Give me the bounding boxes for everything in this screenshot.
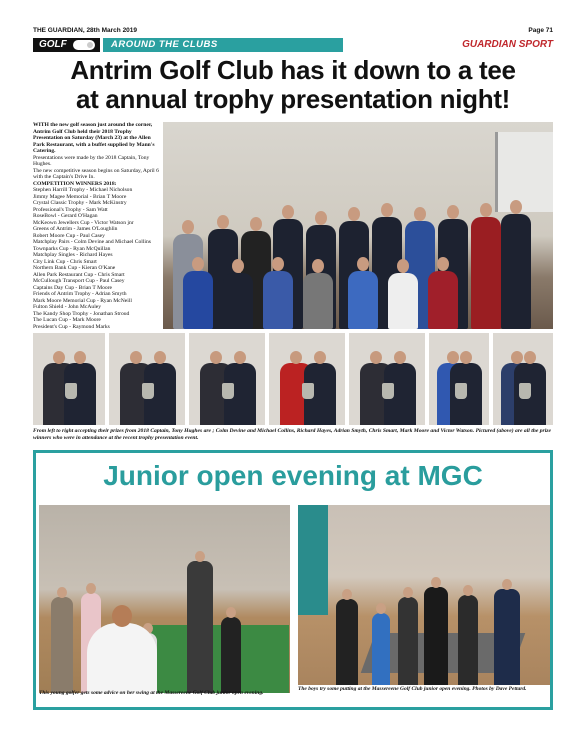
- winner-entry: Robert Moore Cup - Paul Casey: [33, 232, 105, 239]
- winner-entry: RoseBowl - Gerard O'Hagan: [33, 213, 98, 219]
- person: [263, 271, 293, 329]
- winner-photo: [33, 333, 105, 425]
- person: [458, 595, 478, 685]
- around-the-clubs-banner: AROUND THE CLUBS: [103, 38, 343, 52]
- winners-heading: COMPETITION WINNERS 2018:: [33, 180, 117, 187]
- door: [298, 505, 328, 615]
- winner-entry: The Kandy Shop Trophy - Jonathan Stroud: [33, 310, 130, 317]
- page-header: [33, 27, 553, 37]
- section-bar: [33, 38, 553, 52]
- golfer: [187, 561, 213, 693]
- person: [372, 613, 390, 685]
- winner-entry: Jimmy Magee Memorial - Brian T Moore: [33, 193, 127, 200]
- person: [398, 597, 418, 685]
- winner-entry: Townparks Cup - Ryan McQuillan: [33, 245, 111, 252]
- golf-tag-label: GOLF: [39, 39, 67, 50]
- winner-photo: [189, 333, 265, 425]
- person: [336, 599, 358, 685]
- winner-photo: [429, 333, 489, 425]
- article-paragraph: The new competitive season begins on Saturday, April 6 with the Captain's Drive In.: [33, 167, 159, 180]
- junior-caption-left: This young golfer gets some advice on her swing at the Massereene Golf Club junior open evening.: [39, 690, 264, 696]
- guardian-sport-logo: GUARDIAN SPORT: [462, 39, 553, 50]
- person: [501, 214, 531, 329]
- article-lead: WITH the new golf season just around the corner, Antrim Golf Club held their 2018 Trophy Presentation on Saturday (March 23) at the Allen Park Restaurant, with a buffet supplied by Mann's Catering.: [33, 122, 155, 154]
- page-number: Page 71: [528, 27, 553, 34]
- winner-entry: The Lucan Cup - Mark Moore: [33, 317, 101, 323]
- coach: [87, 623, 157, 693]
- golfer: [494, 589, 520, 685]
- article-body: [33, 122, 160, 330]
- winner-entry: City Link Cup - Chris Smart: [33, 258, 97, 265]
- group-photo: [163, 122, 553, 329]
- winner-photo: [493, 333, 553, 425]
- winner-entry: Stephen Harrill Trophy - Michael Nicholson: [33, 187, 133, 193]
- headline-line-1: Antrim Golf Club has it down to a tee: [70, 55, 516, 85]
- golf-ball-icon: [73, 40, 95, 50]
- person: [303, 273, 333, 329]
- junior-swing-photo: [39, 505, 290, 693]
- headline-line-2: at annual trophy presentation night!: [75, 84, 511, 114]
- person: [348, 271, 378, 329]
- winner-entry: Matchplay Pairs - Colm Devine and Michael Collins: [33, 239, 151, 245]
- junior-open-box: [33, 450, 553, 710]
- winner-entry: Professional's Trophy - Sam Watt: [33, 206, 108, 213]
- person: [183, 271, 213, 329]
- winner-entry: Crystal Classic Trophy - Mark McKinstry: [33, 200, 127, 206]
- winner-photo: [109, 333, 185, 425]
- junior-caption-right: The boys try some putting at the Massereene Golf Club junior open evening. Photos by Dave Pettard.: [298, 686, 527, 692]
- winners-list: [33, 187, 160, 330]
- winner-entry: President's Cup - Raymond Marks: [33, 323, 110, 330]
- person: [388, 273, 418, 329]
- winner-entry: Matchplay Singles - Richard Hayes: [33, 252, 113, 258]
- junior-putting-photo: [298, 505, 550, 685]
- winner-entry: Captains Day Cup - Brian T Moore: [33, 284, 113, 291]
- winner-photo: [269, 333, 345, 425]
- junior-headline: Junior open evening at MGC: [103, 460, 483, 491]
- winner-photo: [349, 333, 425, 425]
- person: [223, 273, 253, 329]
- winner-entry: Greens of Antrim - James O'Loughlin: [33, 226, 118, 232]
- winner-entry: Fulton Shield - John McAuley: [33, 304, 102, 310]
- article-paragraph: Presentations were made by the 2018 Captain, Tony Hughes.: [33, 154, 150, 167]
- person: [428, 271, 458, 329]
- winner-entry: Friends of Antrim Trophy - Adrian Smyth: [33, 291, 127, 297]
- person: [424, 587, 448, 685]
- window: [495, 132, 553, 212]
- winner-entry: Northern Bank Cup - Kieran O'Kane: [33, 265, 116, 271]
- paper-date: THE GUARDIAN, 28th March 2019: [33, 27, 138, 34]
- winner-entry: Mark Moore Memorial Cup - Ryan McNeill: [33, 297, 132, 304]
- practice-mat: [149, 625, 289, 693]
- photo-caption: From left to right accepting their prizes from 2018 Captain, Tony Hughes are ; Colm Devine and Michael Collins, Richard Hayes, Adrian Smyth, Chris Smart, Mark Moore and Victor Watson. Pictured (above) are all the prize winners who were in attendance at the recent trophy presentation event.: [33, 428, 551, 441]
- person: [471, 217, 501, 329]
- main-headline: [33, 56, 553, 114]
- person: [51, 597, 73, 693]
- winner-entry: Allen Park Restaurant Cup - Chris Smart: [33, 271, 125, 278]
- winner-entry: McKeown Jewellers Cup - Victor Watson jnr: [33, 219, 134, 226]
- person: [221, 617, 241, 693]
- golf-section-tag: [33, 38, 100, 52]
- winner-entry: McCullough Transport Cup - Paul Casey: [33, 278, 125, 284]
